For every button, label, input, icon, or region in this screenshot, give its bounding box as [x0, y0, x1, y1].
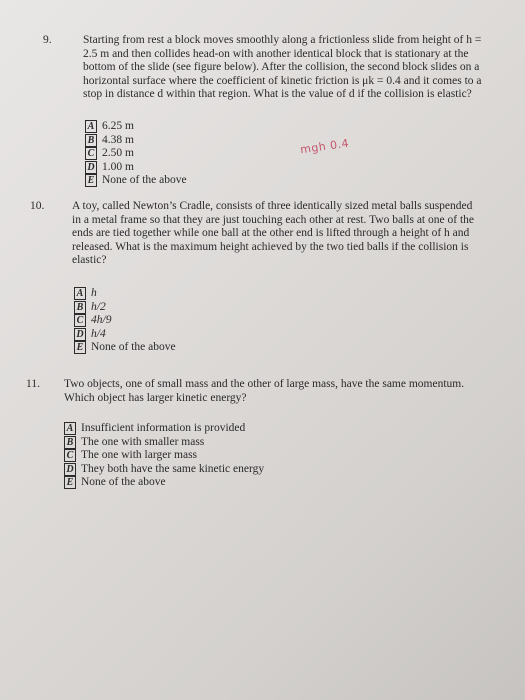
choice-text: 6.25 m [102, 120, 134, 132]
choice-letter-box: C [64, 449, 76, 462]
choice-letter-box: A [85, 120, 97, 133]
choice-text: 4.38 m [102, 133, 134, 146]
question-line: horizontal surface where the coefficient of kinetic friction is μk = 0.4 and it comes to a [83, 74, 482, 87]
choice-letter-box: B [64, 436, 76, 449]
question-line: A toy, called Newton’s Cradle, consists of three identically sized metal balls suspended [72, 200, 473, 212]
choice-a[interactable] [64, 422, 264, 436]
question-line: released. What is the maximum height achieved by the two tied balls if the collision is [72, 240, 469, 253]
answer-choices [85, 120, 187, 188]
question-line: Two objects, one of small mass and the other of large mass, have the same momentum. [64, 378, 465, 390]
choice-letter-box: B [85, 134, 97, 147]
choice-text: 4h/9 [91, 314, 112, 326]
choice-a[interactable] [74, 287, 176, 301]
choice-text: None of the above [91, 341, 176, 353]
question-text [72, 200, 474, 268]
choice-text: None of the above [102, 174, 187, 186]
question-line: Starting from rest a block moves smoothly along a frictionless slide from height of h = [83, 34, 482, 46]
question-line: Which object has larger kinetic energy? [64, 391, 247, 404]
choice-c[interactable] [74, 314, 176, 328]
choice-letter-box: C [74, 314, 86, 327]
question-line: in a metal frame so that they are just touching each other at rest. Two balls at one of the [72, 213, 474, 226]
choice-letter-box: E [85, 174, 97, 187]
answer-choices [74, 287, 176, 355]
choice-b[interactable] [64, 436, 264, 450]
choice-text: h [91, 287, 97, 299]
choice-letter-box: A [64, 422, 76, 435]
choice-e[interactable] [74, 341, 176, 355]
choice-e[interactable] [64, 476, 264, 490]
choice-letter-box: A [74, 287, 86, 300]
choice-text: 2.50 m [102, 147, 134, 159]
choice-text: 1.00 m [102, 160, 134, 173]
choice-letter-box: D [64, 463, 76, 476]
choice-e[interactable] [85, 174, 187, 188]
choice-d[interactable] [64, 463, 264, 477]
choice-text: The one with larger mass [81, 449, 198, 461]
choice-d[interactable] [74, 328, 176, 342]
choice-letter-box: E [74, 341, 86, 354]
handwritten-note: mgh 0.4 [299, 136, 350, 157]
choice-d[interactable] [85, 161, 187, 175]
choice-letter-box: B [74, 301, 86, 314]
choice-b[interactable] [85, 134, 187, 148]
question-text [64, 378, 464, 405]
question-line: ends are tied together while one ball at the other end is lifted through a height of h and [72, 227, 470, 239]
question-number: 9. [43, 34, 52, 46]
choice-letter-box: D [74, 328, 86, 341]
question-line: elastic? [72, 254, 107, 266]
question-number: 10. [30, 200, 45, 212]
question-line: stop in distance d within that region. What is the value of d if the collision is elastic? [83, 88, 472, 100]
choice-text: None of the above [81, 476, 166, 488]
answer-choices [64, 422, 264, 490]
choice-a[interactable] [85, 120, 187, 134]
choice-c[interactable] [85, 147, 187, 161]
choice-text: Insufficient information is provided [81, 422, 246, 434]
choice-c[interactable] [64, 449, 264, 463]
choice-text: h/4 [91, 327, 106, 340]
choice-letter-box: C [85, 147, 97, 160]
choice-text: They both have the same kinetic energy [81, 462, 265, 475]
choice-letter-box: D [85, 161, 97, 174]
choice-b[interactable] [74, 301, 176, 315]
choice-text: h/2 [91, 300, 106, 313]
question-number: 11. [26, 378, 40, 390]
question-line: bottom of the slide (see figure below). After the collision, the second block slides on a [83, 61, 480, 73]
choice-text: The one with smaller mass [81, 435, 205, 448]
choice-letter-box: E [64, 476, 76, 489]
question-text [83, 34, 482, 102]
question-line: 2.5 m and then collides head-on with another identical block that is stationary at the [83, 47, 469, 60]
